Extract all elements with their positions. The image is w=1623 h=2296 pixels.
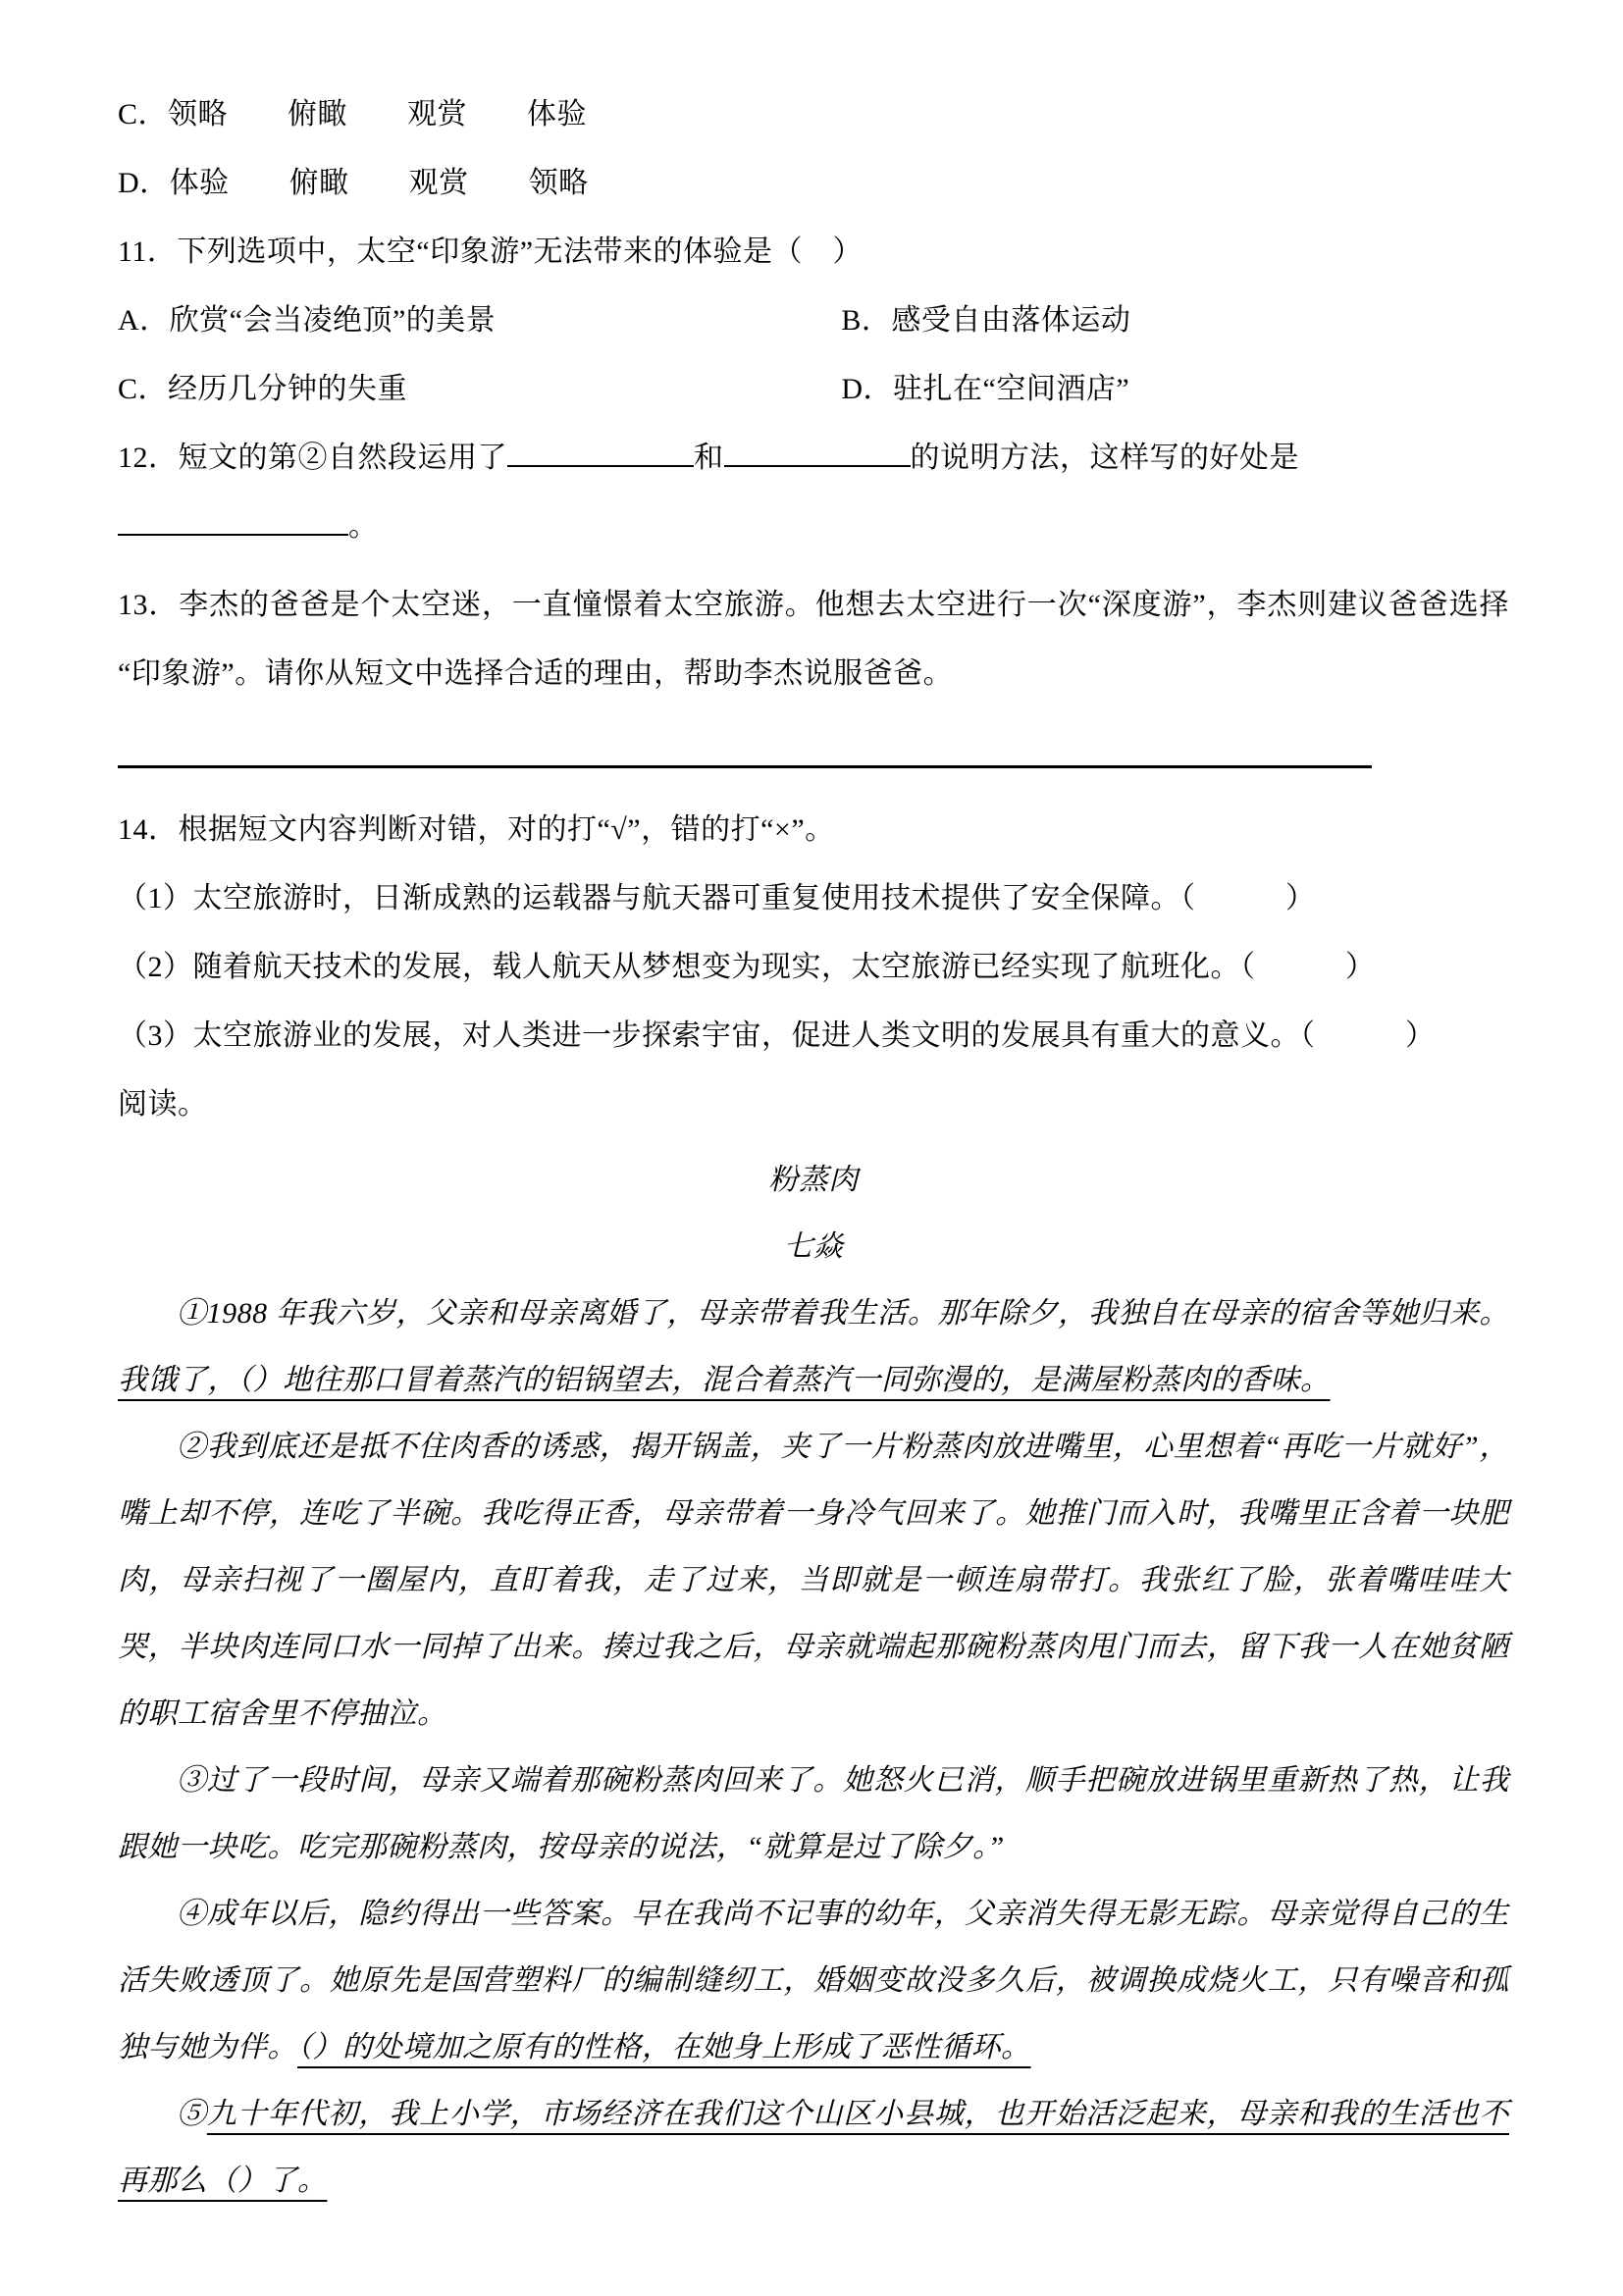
q12-answer-row (118, 493, 1509, 561)
q10-option-d: D．体验 俯瞰 观赏 领略 (118, 167, 589, 199)
passage-p4-underlined: （）的处境加之原有的性格，在她身上形成了恶性循环。 (297, 2031, 1031, 2063)
q11-stem: 11．下列选项中，太空“印象游”无法带来的体验是（ ） (118, 235, 864, 268)
q12-stem (118, 424, 1509, 493)
q14-stem: 14．根据短文内容判断对错，对的打“√”，错的打“×”。 (118, 813, 835, 846)
q12-blank-1 (507, 435, 694, 468)
passage-paragraph-1 (118, 1280, 1509, 1414)
q11-option-a: A．欣赏“会当凌绝顶”的美景 (118, 304, 497, 337)
q12-stem-part3: 的说明方法，这样写的好处是 (910, 442, 1299, 474)
q11-option-b: B．感受自由落体运动 (841, 304, 1131, 337)
passage-p5-underlined: 九十年代初，我上小学，市场经济在我们这个山区小县城，也开始活泛起来，母亲和我的生活也不再那么（）了。 (118, 2098, 1510, 2197)
q13-stem: 13．李杰的爸爸是个太空迷，一直憧憬着太空旅游。他想去太空进行一次“深度游”，李杰则建议爸爸选择“印象游”。请你从短文中选择合适的理由，帮助李杰说服爸爸。 (118, 589, 1509, 690)
passage-p5-marker: ⑤ (177, 2098, 207, 2130)
q11-option-d: D．驻扎在“空间酒店” (841, 373, 1130, 405)
q11-options-row-ab (118, 287, 1509, 355)
q12-blank-3 (118, 503, 348, 537)
q12-blank-2 (724, 435, 911, 468)
passage-p1-underlined: 我饿了，（）地往那口冒着蒸汽的铝锅望去，混合着蒸汽一同弥漫的，是满屋粉蒸肉的香味。 (118, 1364, 1331, 1396)
passage-p4-normal: ④成年以后，隐约得出一些答案。早在我尚不记事的幼年，父亲消失得无影无踪。母亲觉得自己的生活失败透顶了。她原先是国营塑料厂的编制缝纫工，婚姻变故没多久后，被调换成烧火工，只有噪音和孤独与她为伴。 (118, 1898, 1509, 2063)
q11-option-c: C．经历几分钟的失重 (118, 373, 408, 405)
passage-paragraph-3: ③过了一段时间，母亲又端着那碗粉蒸肉回来了。她怒火已消，顺手把碗放进锅里重新热了热，让我跟她一块吃。吃完那碗粉蒸肉，按母亲的说法，“就算是过了除夕。” (118, 1764, 1509, 1863)
q14-item-2: （2）随着航天技术的发展，载人航天从梦想变为现实，太空旅游已经实现了航班化。（ ） (118, 951, 1376, 983)
q14-item-1: （1）太空旅游时，日渐成熟的运载器与航天器可重复使用技术提供了安全保障。（ ） (118, 882, 1316, 914)
q12-stem-part2: 和 (694, 442, 724, 474)
passage-paragraph-4 (118, 1881, 1509, 2081)
q14-item-3: （3）太空旅游业的发展，对人类进一步探索宇宙，促进人类文明的发展具有重大的意义。（ ） (118, 1019, 1436, 1052)
passage-title: 粉蒸肉 (768, 1164, 859, 1196)
q12-stem-part1: 12．短文的第②自然段运用了 (118, 442, 507, 474)
passage-paragraph-5 (118, 2081, 1509, 2215)
q11-options-row-cd (118, 355, 1509, 424)
q12-period: 。 (348, 510, 379, 543)
passage-p1-normal: ①1988 年我六岁，父亲和母亲离婚了，母亲带着我生活。那年除夕，我独自在母亲的宿舍等她归来。 (177, 1297, 1509, 1330)
passage-paragraph-2: ②我到底还是抵不住肉香的诱惑，揭开锅盖，夹了一片粉蒸肉放进嘴里，心里想着“再吃一片就好”，嘴上却不停，连吃了半碗。我吃得正香，母亲带着一身冷气回来了。她推门而入时，我嘴里正含着一块肥肉，母亲扫视了一圈屋内，直盯着我，走了过来，当即就是一顿连扇带打。我张红了脸，张着嘴哇哇大哭，半块肉连同口水一同掉了出来。揍过我之后，母亲就端起那碗粉蒸肉甩门而去，留下我一人在她贫陋的职工宿舍里不停抽泣。 (118, 1431, 1509, 1730)
q13-answer-line (118, 708, 1372, 768)
q10-option-c: C．领略 俯瞰 观赏 体验 (118, 98, 588, 130)
reading-section-label: 阅读。 (118, 1088, 208, 1121)
passage-author: 七焱 (783, 1230, 844, 1263)
